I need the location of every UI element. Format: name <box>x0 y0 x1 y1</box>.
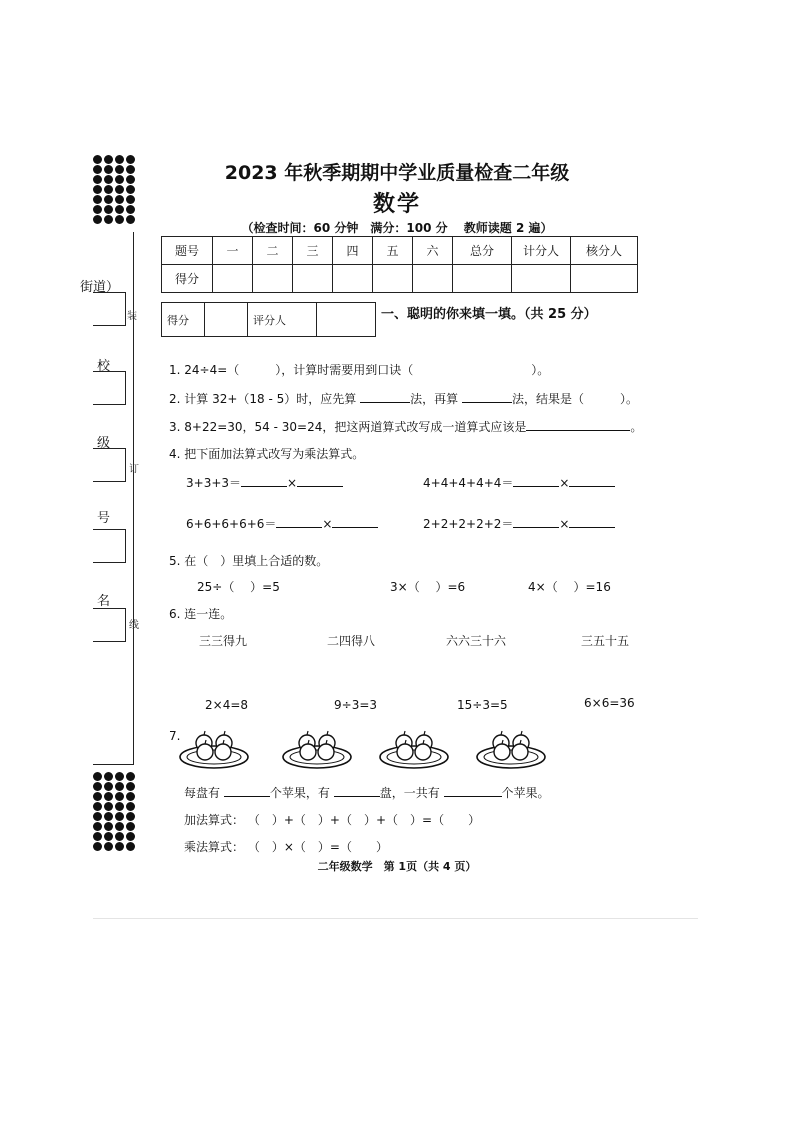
q4-expr-2: 4+4+4+4+4＝ <box>423 476 514 490</box>
score-cell[interactable] <box>333 265 373 293</box>
q3-text: 3. 8+22=30，54 - 30=24，把这两道算式改写成一道算式应该是 <box>169 420 527 434</box>
q6-top-4[interactable]: 三五十五 <box>581 634 630 648</box>
street-label: 街道） <box>80 280 120 295</box>
question-2 <box>169 390 638 407</box>
class-label: 级 <box>97 436 111 451</box>
grader-name-label: 评分人 <box>248 303 317 337</box>
question-1 <box>169 361 549 378</box>
q6-bottom-2[interactable]: 9÷3=3 <box>334 698 378 712</box>
score-header-cell: 题号 <box>162 237 213 265</box>
class-field[interactable] <box>93 448 126 482</box>
name-field[interactable] <box>93 608 126 642</box>
mark-xian: 线 <box>129 620 139 631</box>
q4-blank[interactable] <box>569 474 615 487</box>
exam-info: （检查时间：60 分钟 满分：100 分 教师读题 2 遍） <box>241 221 553 235</box>
q4-blank[interactable] <box>513 515 559 528</box>
q4-item-3 <box>186 515 378 532</box>
score-header-cell: 四 <box>333 237 373 265</box>
apple-plate-icon <box>281 728 353 770</box>
addition-expression[interactable]: （ ）+（ ）+（ ）+（ ）=（ ） <box>247 813 481 827</box>
exam-title: 2023 年秋季期期中学业质量检查二年级 <box>224 162 570 184</box>
q7-text-2: 个苹果，有 <box>269 786 330 800</box>
q1-text: 1. 24÷4=（ ），计算时需要用到口诀（ <box>169 363 414 377</box>
score-header-cell: 二 <box>253 237 293 265</box>
section-title: 一、聪明的你来填一填。（共 25 分） <box>381 307 597 322</box>
q4-item-2 <box>423 474 615 491</box>
q4-blank[interactable] <box>513 474 559 487</box>
mark-zhuang: 装 <box>127 311 137 322</box>
apple-plate-icon <box>378 728 450 770</box>
q4-blank[interactable] <box>276 515 322 528</box>
q6-bottom-3[interactable]: 15÷3=5 <box>457 698 508 712</box>
times-sign: × <box>559 517 570 531</box>
q6-bottom-1[interactable]: 2×4=8 <box>205 698 249 712</box>
score-value-row <box>162 265 638 293</box>
q5-item-3[interactable]: 4×（ ）=16 <box>528 580 611 594</box>
q7-multiplication <box>184 838 388 855</box>
score-header-cell: 一 <box>213 237 253 265</box>
q7-addition <box>184 811 480 828</box>
apple-plate-icon <box>178 728 250 770</box>
q4-expr-4: 2+2+2+2+2＝ <box>423 517 514 531</box>
q4-blank[interactable] <box>241 474 287 487</box>
score-header-cell: 总分 <box>453 237 512 265</box>
grader-name-cell[interactable] <box>317 303 376 337</box>
number-label: 号 <box>97 511 111 526</box>
q7-text-4: 个苹果。 <box>501 786 550 800</box>
school-field[interactable] <box>93 371 126 405</box>
score-header-cell: 核分人 <box>571 237 638 265</box>
q4-expr-1: 3+3+3＝ <box>186 476 242 490</box>
q5-item-1[interactable]: 25÷（ ）=5 <box>197 580 280 594</box>
grader-table <box>161 302 376 337</box>
question-3: 3. 8+22=30，54 - 30=24，把这两道算式改写成一道算式应该是 。 <box>169 420 643 434</box>
subject-title: 数学 <box>372 192 421 217</box>
score-cell[interactable] <box>213 265 253 293</box>
question-6-title: 6. 连一连。 <box>169 607 233 621</box>
q6-top-2[interactable]: 二四得八 <box>327 634 376 648</box>
q2-blank-2[interactable] <box>462 390 512 403</box>
page-divider <box>93 918 698 919</box>
multiplication-label: 乘法算式： <box>184 840 245 854</box>
q2-blank-1[interactable] <box>360 390 410 403</box>
multiplication-expression[interactable]: （ ）×（ ）=（ ） <box>247 840 388 854</box>
q2-text-2: 法，再算 <box>410 392 459 406</box>
q7-text-1: 每盘有 <box>184 786 221 800</box>
q7-line-1 <box>184 784 550 801</box>
score-cell[interactable] <box>512 265 571 293</box>
mark-ding: 订 <box>129 464 139 475</box>
q7-blank-1[interactable] <box>224 784 270 797</box>
apple-plate-icon <box>475 728 547 770</box>
score-cell[interactable] <box>373 265 413 293</box>
q4-blank[interactable] <box>332 515 378 528</box>
score-header-cell: 计分人 <box>512 237 571 265</box>
binding-dots-bottom <box>93 772 135 851</box>
q4-item-4 <box>423 515 615 532</box>
question-5-title: 5. 在（ ）里填上合适的数。 <box>169 554 329 568</box>
q2-text: 2. 计算 32+（18 - 5）时，应先算 <box>169 392 357 406</box>
number-field[interactable] <box>93 529 126 563</box>
grader-score-cell[interactable] <box>205 303 248 337</box>
q5-item-2[interactable]: 3×（ ）=6 <box>390 580 466 594</box>
school-label: 校 <box>97 359 111 374</box>
question-4-title: 4. 把下面加法算式改写为乘法算式。 <box>169 447 365 461</box>
q2-text-3: 法，结果是（ ）。 <box>511 392 638 406</box>
score-cell[interactable] <box>293 265 333 293</box>
score-cell[interactable] <box>253 265 293 293</box>
score-row-label: 得分 <box>162 265 213 293</box>
question-7-number: 7. <box>169 729 181 743</box>
score-header-cell: 六 <box>413 237 453 265</box>
q6-top-1[interactable]: 三三得九 <box>199 634 248 648</box>
name-label: 名 <box>97 594 111 609</box>
score-cell[interactable] <box>571 265 638 293</box>
q7-blank-3[interactable] <box>444 784 502 797</box>
street-field[interactable] <box>93 292 126 326</box>
score-header-row <box>162 237 638 265</box>
times-sign: × <box>559 476 570 490</box>
score-header-cell: 三 <box>293 237 333 265</box>
grader-score-label: 得分 <box>162 303 205 337</box>
q7-text-3: 盘，一共有 <box>379 786 440 800</box>
q1-end: ）。 <box>531 363 550 377</box>
score-header-cell: 五 <box>373 237 413 265</box>
q6-bottom-4[interactable]: 6×6=36 <box>584 696 635 710</box>
q4-expr-3: 6+6+6+6+6＝ <box>186 517 277 531</box>
q4-item-1 <box>186 474 343 491</box>
addition-label: 加法算式： <box>184 813 245 827</box>
q3-blank[interactable] <box>526 418 630 431</box>
page-footer: 二年级数学 第 1页（共 4 页） <box>317 860 477 873</box>
q6-top-3[interactable]: 六六三十六 <box>446 634 507 648</box>
q4-blank[interactable] <box>297 474 343 487</box>
times-sign: × <box>287 476 298 490</box>
score-table <box>161 236 638 293</box>
score-cell[interactable] <box>413 265 453 293</box>
score-cell[interactable] <box>453 265 512 293</box>
q4-blank[interactable] <box>569 515 615 528</box>
q7-blank-2[interactable] <box>334 784 380 797</box>
times-sign: × <box>322 517 333 531</box>
